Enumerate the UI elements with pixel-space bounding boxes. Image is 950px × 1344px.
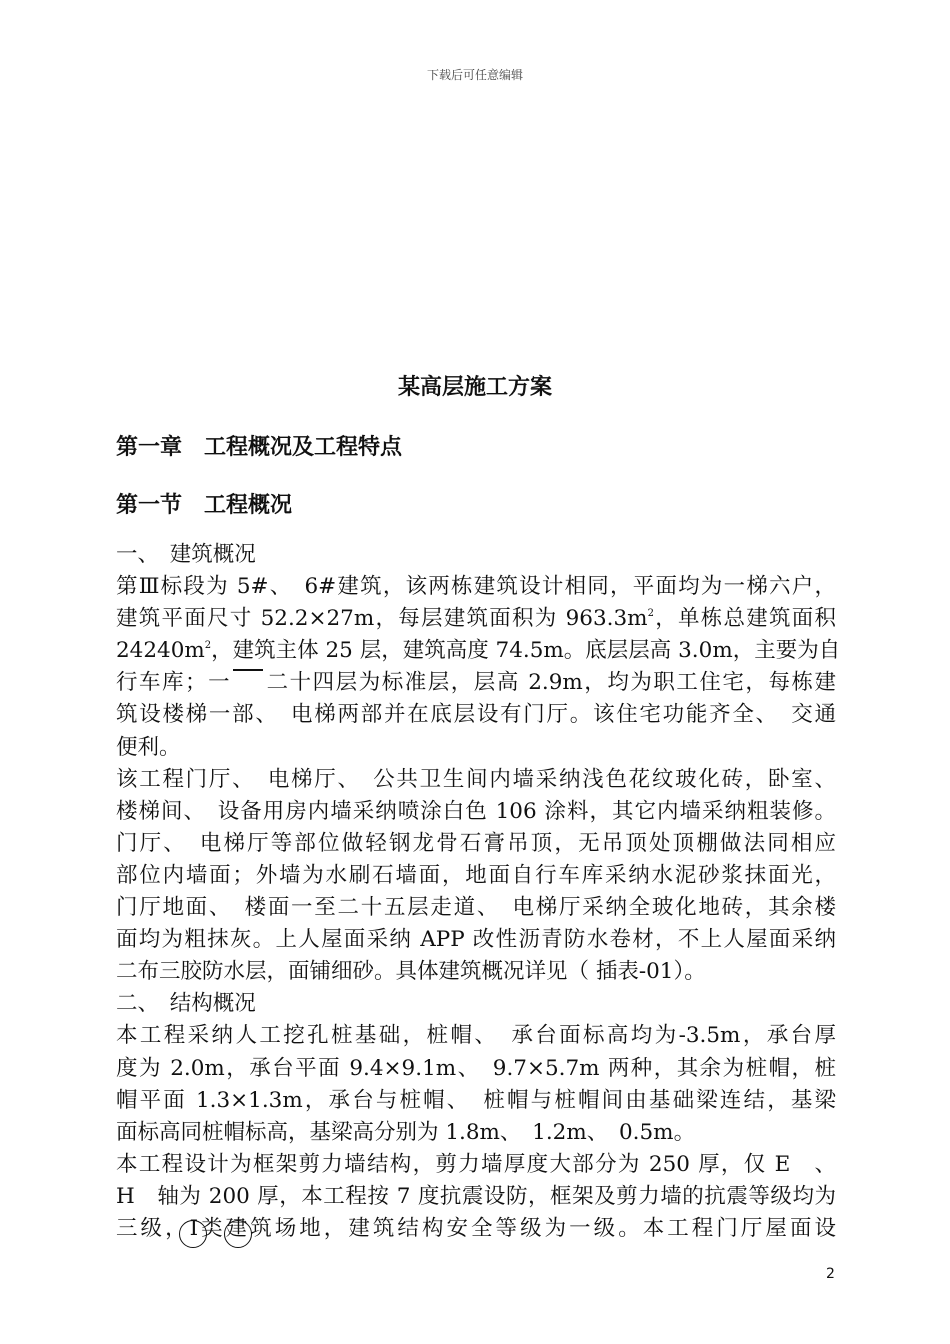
roman-numeral: Ⅰ (189, 1215, 202, 1241)
text-run: 建筑平面尺寸 52.2×27m，每层建筑面积为 963.3m (116, 606, 648, 632)
paragraph-line: 面标高同桩帽标高，基梁高分别为 1.8m、 1.2m、 0.5m。 (116, 1119, 696, 1145)
paragraph-line: 帽平面 1.3×1.3m，承台与桩帽、 桩帽与桩帽间由基础梁连结，基梁 (116, 1087, 836, 1113)
paragraph-line: 二布三胶防水层，面铺细砂。具体建筑概况详见（ 插表-01）。 (116, 959, 706, 985)
paragraph-line: 本工程采纳人工挖孔桩基础，桩帽、 承台面标高均为-3.5m，承台厚 (116, 1023, 836, 1049)
paragraph-line: 筑设楼梯一部、 电梯两部并在底层设有门厅。该住宅功能齐全、 交通 (116, 702, 836, 728)
subheading-architecture: 一、 建筑概况 (116, 542, 256, 567)
paragraph-line (116, 667, 836, 699)
paragraph-line: 面均为粗抹灰。上人屋面采纳 APP 改性沥青防水卷材，不上人屋面采纳 (116, 927, 836, 953)
paragraph-line: 该工程门厅、 电梯厅、 公共卫生间内墙采纳浅色花纹玻化砖，卧室、 (116, 766, 836, 792)
chapter-heading: 第一章 工程概况及工程特点 (116, 435, 403, 460)
paragraph-line: 部位内墙面；外墙为水刷石墙面，地面自行车库采纳水泥砂浆抹面光， (116, 862, 836, 888)
paragraph-line: 便利。 (116, 734, 181, 760)
text-run: 类建筑场地，建筑结构安全等级为一级。本工程门厅屋面设 (201, 1215, 836, 1241)
circle-mark-left (179, 1220, 207, 1248)
text-run: 三级， (116, 1215, 190, 1241)
text-run: ，建筑主体 25 层，建筑高度 74.5m。底层层高 3.0m，主要为自 (211, 638, 841, 664)
paragraph-line: H 轴为 200 厚，本工程按 7 度抗震设防，框架及剪力墙的抗震等级均为 (116, 1183, 836, 1209)
paragraph-line: 门厅地面、 楼面一至二十五层走道、 电梯厅采纳全玻化地砖，其余楼 (116, 895, 836, 921)
header-note: 下载后可任意编辑 (426, 68, 523, 82)
text-run: 行车库；一 (116, 670, 232, 696)
paragraph-line (116, 603, 836, 635)
paragraph-line: 本工程设计为框架剪力墙结构，剪力墙厚度大部分为 250 厚，仅 E 、 (116, 1151, 836, 1177)
circle-mark-right (224, 1220, 252, 1248)
paragraph-line (116, 635, 841, 667)
document-title: 某高层施工方案 (397, 375, 552, 400)
paragraph-line: 第Ⅲ标段为 5#、 6#建筑，该两栋建筑设计相同，平面均为一梯六户， (116, 574, 836, 600)
paragraph-line: 楼梯间、 设备用房内墙采纳喷涂白色 106 涂料，其它内墙采纳粗装修。 (116, 798, 836, 824)
subheading-structure: 二、 结构概况 (116, 991, 256, 1017)
paragraph-line: 门厅、 电梯厅等部位做轻钢龙骨石膏吊顶，无吊顶处顶棚做法同相应 (116, 830, 836, 856)
superscript: 2 (647, 608, 654, 620)
document-body (116, 539, 841, 1245)
text-run: 二十四层为标准层，层高 2.9m，均为职工住宅，每栋建 (265, 670, 836, 696)
text-run: ，单栋总建筑面积 (653, 606, 836, 632)
range-dash (233, 669, 263, 671)
page-number: 2 (826, 1266, 835, 1282)
paragraph-line: 度为 2.0m，承台平面 9.4×9.1m、 9.7×5.7m 两种，其余为桩帽，桩 (116, 1055, 836, 1081)
superscript: 2 (204, 640, 212, 652)
section-heading: 第一节 工程概况 (116, 493, 293, 518)
text-run: 24240m (116, 638, 205, 664)
